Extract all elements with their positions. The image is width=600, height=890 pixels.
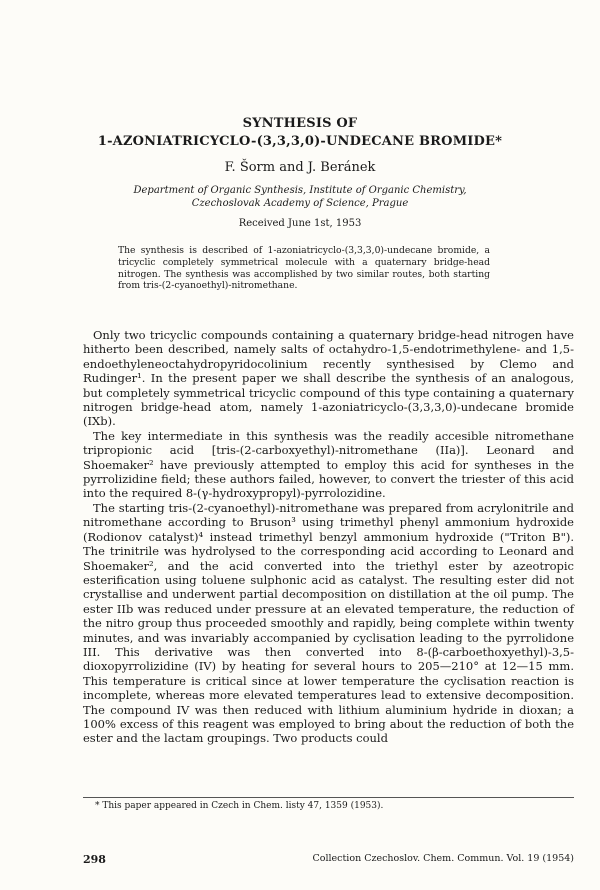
authors: F. Šorm and J. Beránek: [224, 160, 376, 175]
footnote-rule: [83, 797, 574, 798]
title-line-2: 1-AZONIATRICYCLO-(3,3,3,0)-UNDECANE BROMIDE*: [97, 134, 503, 149]
journal-citation: Collection Czechoslov. Chem. Commun. Vol. 19 (1954): [312, 853, 574, 864]
title-line-1: SYNTHESIS OF: [242, 116, 358, 131]
paragraph-1: Only two tricyclic compounds containing a quaternary bridge-head nitrogen have hitherto been described, namely salts of octahydro-1,5-endotrimethylene- and 1,5-endoethyleneoctahydropyridocolinium recently synthesised by Clemo and Rudinger¹. In the present paper we shall describe the synthesis of an analogous, but completely symmetrical tricyclic compound of this type containing a quaternary nitrogen bridge-head atom, namely 1-azoniatricyclo-(3,3,3,0)-undecane bromide (IXb).: [83, 328, 574, 429]
abstract: The synthesis is described of 1-azoniatricyclo-(3,3,3,0)-undecane bromide, a tricyclic completely symmetrical molecule with a quaternary bridge-head nitrogen. The synthesis was accomplished by two similar routes, both starting from tris-(2-cyanoethyl)-nitromethane.: [118, 245, 490, 292]
affiliation-line-1: Department of Organic Synthesis, Institute of Organic Chemistry,: [133, 185, 467, 196]
affiliation-line-2: Czechoslovak Academy of Science, Prague: [191, 198, 409, 209]
received-date: Received June 1st, 1953: [238, 218, 362, 229]
footnote: * This paper appeared in Czech in Chem. listy 47, 1359 (1953).: [95, 801, 384, 811]
paragraph-2: The key intermediate in this synthesis was the readily accesible nitromethane tripropionic acid [tris-(2-carboxyethyl)-nitromethane (IIa)]. Leonard and Shoemaker² have previously attempted to employ this acid for syntheses in the pyrrolizidine field; these authors failed, however, to convert the triester of this acid into the required 8-(γ-hydroxypropyl)-pyrrolozidine.: [83, 428, 574, 501]
page-number: 298: [83, 853, 106, 866]
paragraph-3: The starting tris-(2-cyanoethyl)-nitromethane was prepared from acrylonitrile and nitromethane according to Bruson³ using trimethyl phenyl ammonium hydroxide (Rodionov catalyst)⁴ instead trimethyl benzyl ammonium hydroxide ("Triton B"). The trinitrile was hydrolysed to the corresponding acid according to Leonard and Shoemaker², and the acid converted into the triethyl ester by azeotropic esterification using toluene sulphonic acid as catalyst. The resulting ester did not crystallise and underwent partial decomposition on distillation at the oil pump. The ester IIb was reduced under pressure at an elevated temperature, the reduction of the nitro group thus proceeded smoothly and rapidly, being complete within twenty minutes, and was invariably accompanied by cyclisation leading to the pyrrolidone III. This derivative was then converted into 8-(β-carboethoxyethyl)-3,5-dioxopyrrolizidine (IV) by heating for several hours to 205—210° at 12—15 mm. This temperature is critical since at lower temperature the cyclisation reaction is incomplete, whereas more elevated temperatures lead to extensive decomposition. The compound IV was then reduced with lithium aluminium hydride in dioxan; a 100% excess of this reagent was employed to bring about the reduction of both the ester and the lactam groupings. Two products could: [83, 500, 574, 746]
body-text: [83, 328, 574, 746]
